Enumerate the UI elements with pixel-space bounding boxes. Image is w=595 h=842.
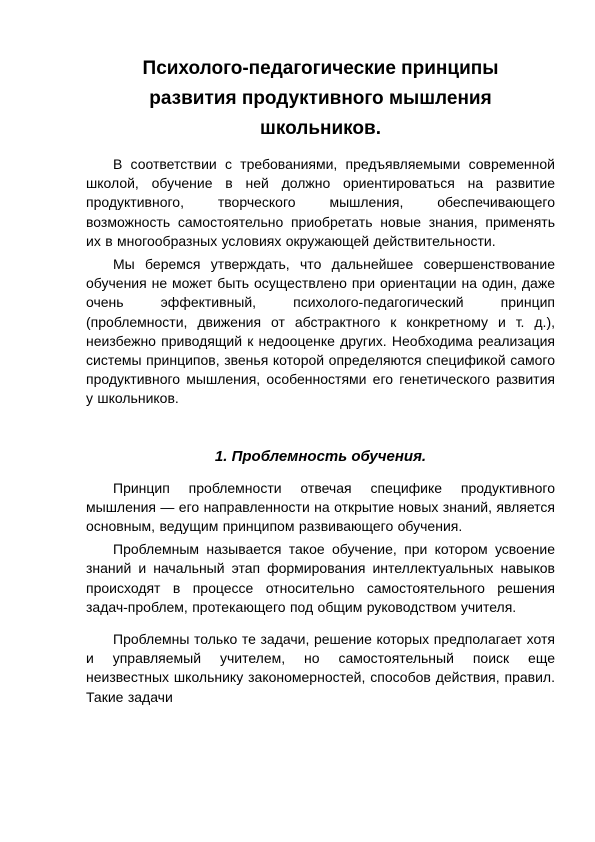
title-line: Психолого-педагогические принципы xyxy=(142,58,499,79)
title-line: развития продуктивного мышления xyxy=(149,88,492,109)
section-paragraph: Принцип проблемности отвечая специфике продуктивного мышления — его направленности на открытие новых знаний, является основным, ведущим принципом развивающего обучения. xyxy=(86,479,555,535)
intro-paragraph: Мы беремся утверждать, что дальнейшее совершенствование обучения не может быть осуществлено при ориентации на один, даже очень эффективный, психолого-педагогический принцип (проблемности, движения от абстрактного к конкретному и т. д.), неизбежно приводящий к недооценке других. Необходима реализация системы принципов, звенья которой определяются спецификой самого продуктивного мышления, особенностями его генетического развития у школьников. xyxy=(86,256,555,407)
intro-paragraph: В соответствии с требованиями, предъявляемыми современной школой, обучение в ней должно ориентироваться на развитие продуктивного, творческого мышления, обеспечивающего возможность самостоятельно приобретать новые знания, применять их в многообразных условиях окружающей действительности. xyxy=(86,156,555,249)
section-heading: 1. Проблемность обучения. xyxy=(214,447,427,465)
section-paragraph: Проблемным называется такое обучение, при котором усвоение знаний и начальный этап формирования интеллектуальных навыков происходят в процессе относительно самостоятельного решения задач-проблем, протекающего под общим руководством учителя. xyxy=(86,541,555,615)
section-paragraph: Проблемны только те задачи, решение которых предполагает хотя и управляемый учителем, но самостоятельный поиск еще неизвестных школьнику закономерностей, способов действия, правил. Такие задачи xyxy=(86,631,555,705)
page-title xyxy=(86,54,555,144)
title-line: школьников. xyxy=(260,118,381,139)
